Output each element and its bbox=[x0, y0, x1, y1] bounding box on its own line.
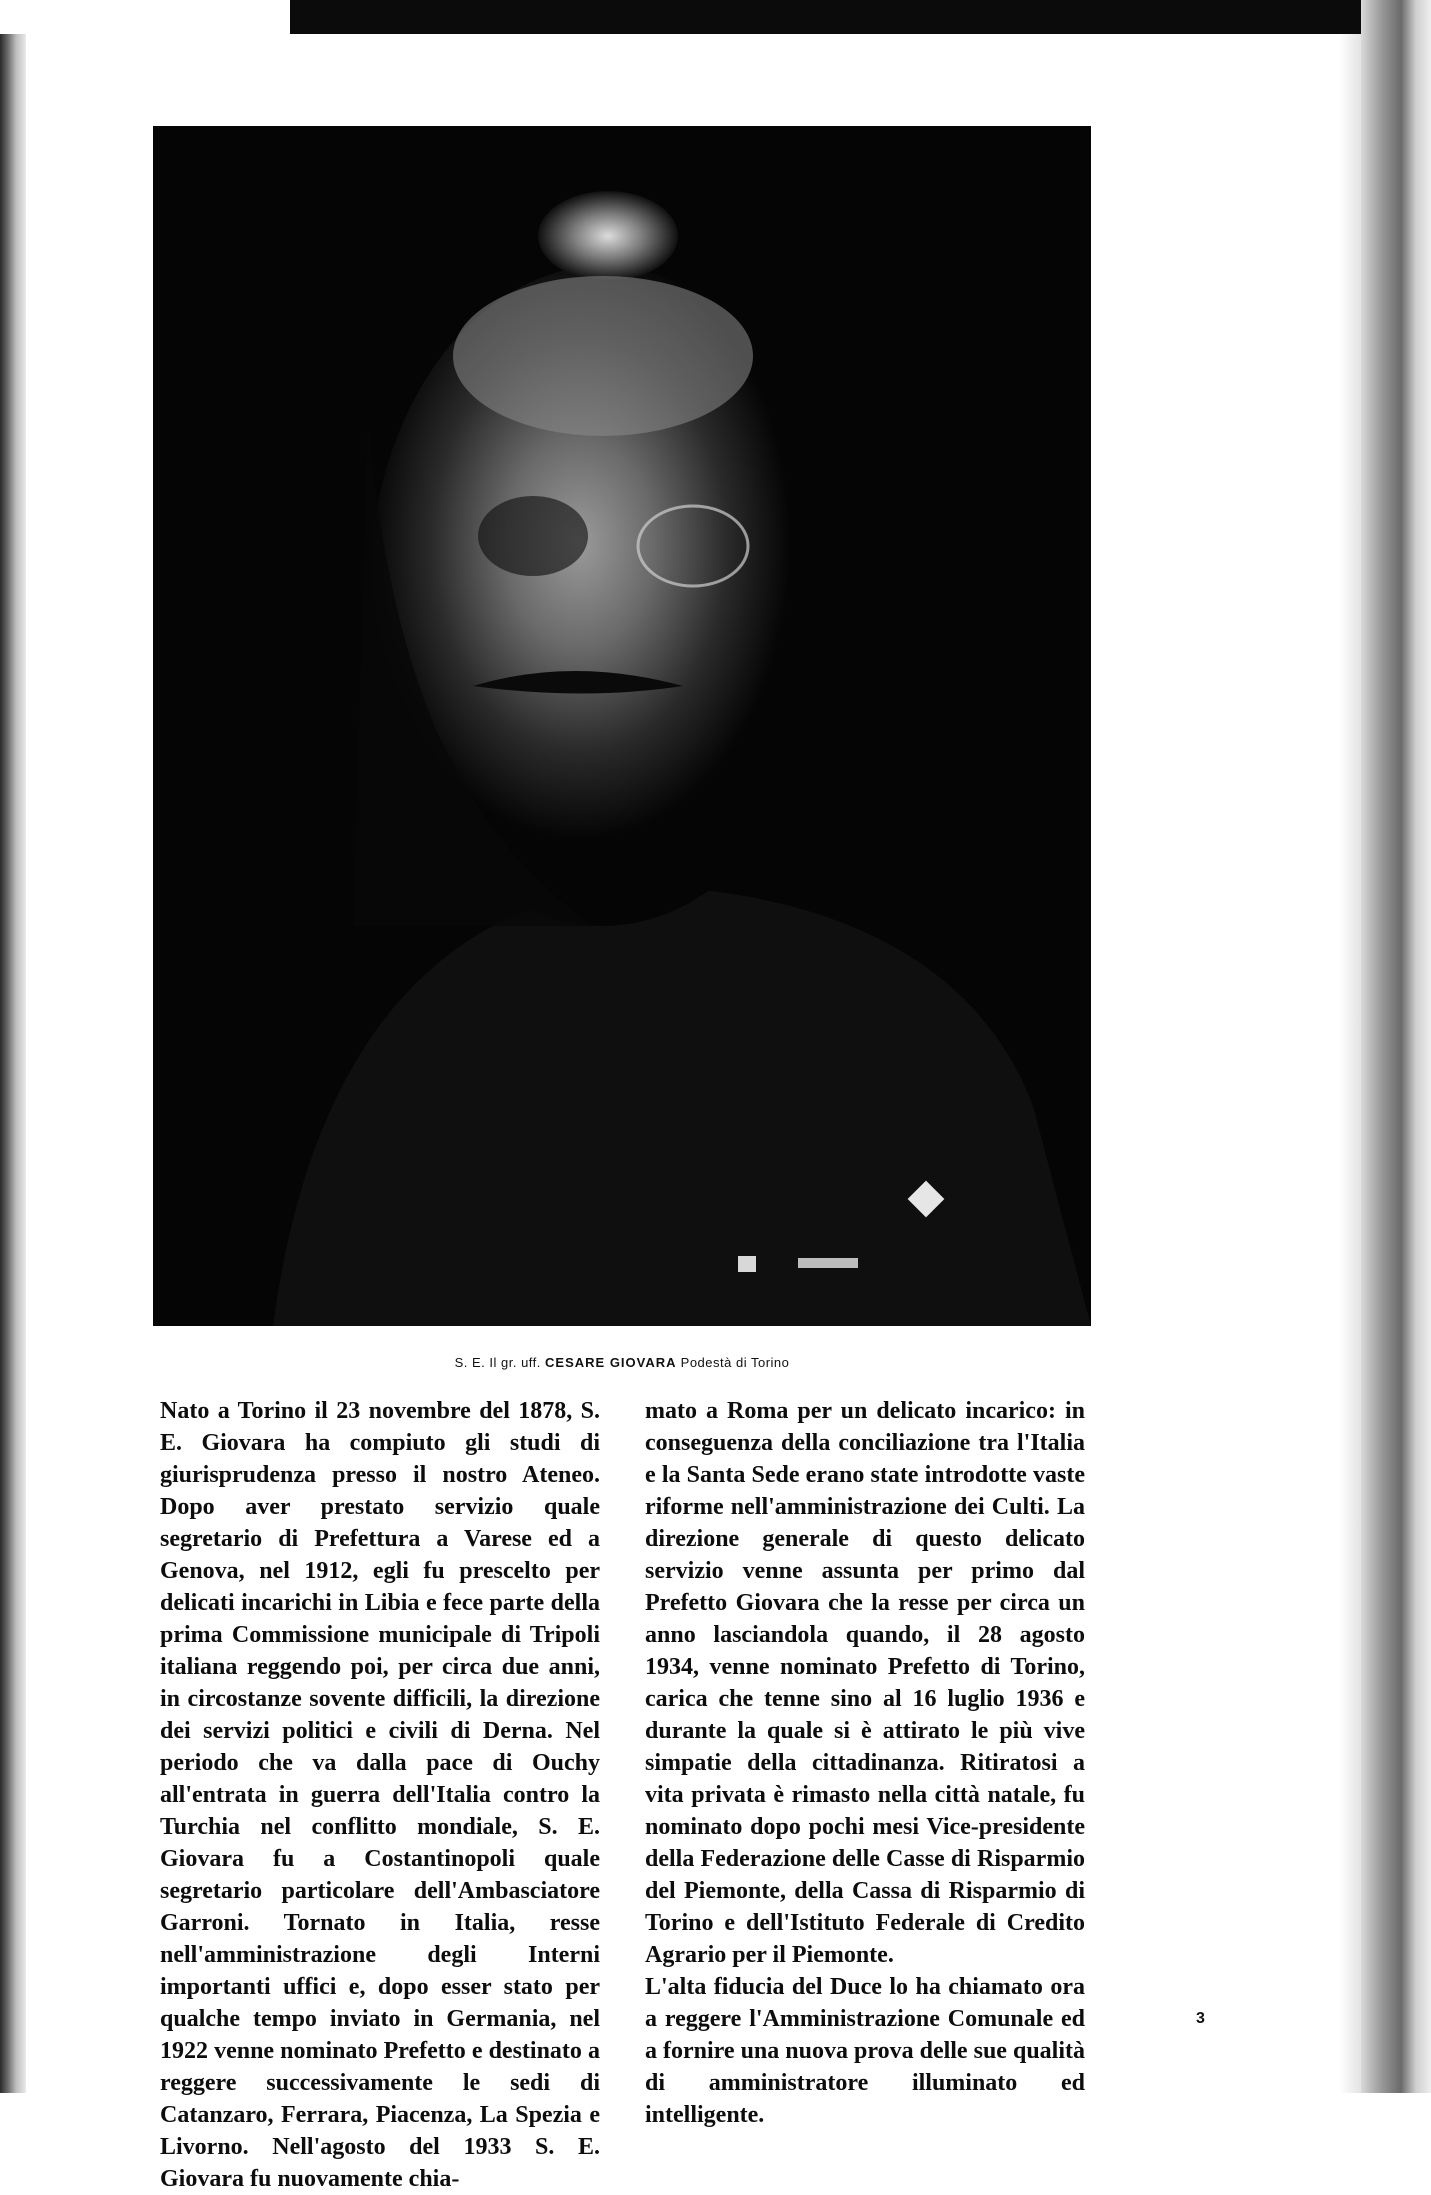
article-paragraph: L'alta fiducia del Duce lo ha chiamato ora a reggere l'Amministrazione Comunale ed a fornire una nuova prova delle sue qualità di amministratore illuminato ed intelligente. bbox=[645, 1974, 1085, 2128]
caption-suffix: Podestà di Torino bbox=[680, 1355, 790, 1370]
page-curl-shadow bbox=[1339, 34, 1361, 2093]
article-column-left bbox=[160, 1395, 600, 2195]
caption-prefix: S. E. Il gr. uff. bbox=[454, 1355, 541, 1370]
scan-binding-edge bbox=[0, 34, 26, 2093]
article-column-right bbox=[645, 1395, 1085, 2131]
article-paragraph: Nato a Torino il 23 novembre del 1878, S. E. Giovara ha compiuto gli studi di giurisprudenza presso il nostro Ateneo. Dopo aver prestato servizio quale segretario di Prefettura a Varese ed a Genova, nel 1912, egli fu prescelto per delicati incarichi in Libia e fece parte della prima Commissione municipale di Tripoli italiana reggendo poi, per circa due anni, in circostanze sovente difficili, la direzione dei servizi politici e civili di Derna. Nel periodo che va dalla pace di Ouchy all'entrata in guerra dell'Italia contro la Turchia nel conflitto mondiale, S. E. Giovara fu a Costantinopoli quale segretario particolare dell'Ambasciatore Garroni. Tornato in Italia, resse nell'amministrazione degli Interni importanti uffici e, dopo esser stato per qualche tempo inviato in Germania, nel 1922 venne nominato Prefetto e destinato a reggere successivamente le sedi di Catanzaro, Ferrara, Piacenza, La Spezia e Livorno. Nell'agosto del 1933 S. E. Giovara fu nuovamente chia- bbox=[160, 1398, 600, 2192]
article-paragraph: mato a Roma per un delicato incarico: in conseguenza della conciliazione tra l'Italia e la Santa Sede erano state introdotte vaste riforme nell'amministrazione dei Culti. La direzione generale di questo delicato servizio venne assunta per primo dal Prefetto Giovara che la resse per circa un anno lasciandola quando, il 28 agosto 1934, venne nominato Prefetto di Torino, carica che tenne sino al 16 luglio 1936 e durante la quale si è attirato le più vive simpatie della cittadinanza. Ritiratosi a vita privata è rimasto nella città natale, fu nominato dopo pochi mesi Vice-presidente della Federazione delle Casse di Risparmio del Piemonte, della Cassa di Risparmio di Torino e dell'Istituto Federale di Credito Agrario per il Piemonte. bbox=[645, 1398, 1085, 1968]
photo-caption bbox=[153, 1355, 1091, 1370]
page-number: 3 bbox=[1196, 2010, 1205, 2027]
scan-margin bbox=[0, 0, 290, 34]
scan-page-edge bbox=[1361, 0, 1431, 2093]
portrait-photo-icon bbox=[153, 126, 1091, 1326]
caption-name: CESARE GIOVARA bbox=[545, 1355, 677, 1370]
portrait-photo bbox=[153, 126, 1091, 1326]
scan-top-shadow bbox=[290, 0, 1431, 34]
